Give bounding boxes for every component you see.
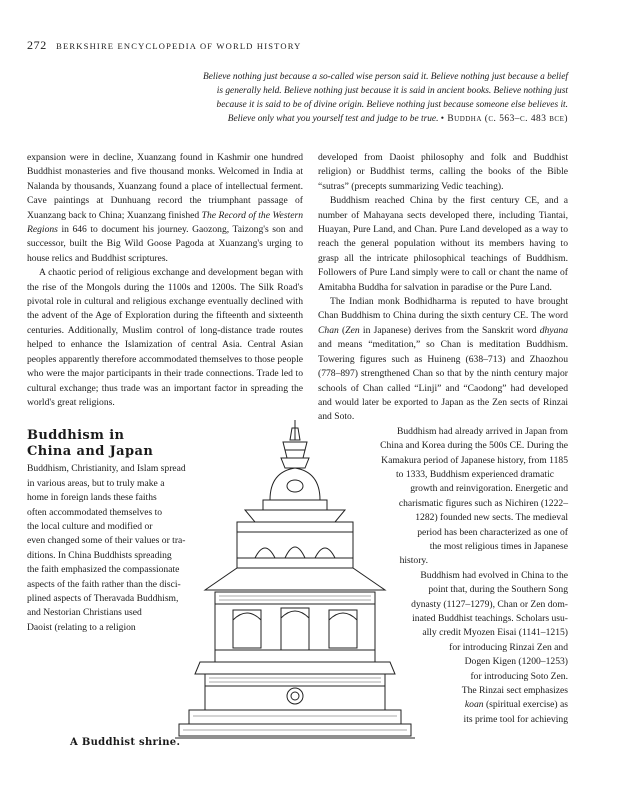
epigraph-attribution: • Buddha (c. 563–c. 483 bce) xyxy=(440,114,568,124)
text-line: its prime tool for achieving xyxy=(463,713,568,725)
stupa-drawing xyxy=(175,420,415,760)
figure-caption: A Buddhist shrine. xyxy=(70,737,181,748)
epigraph-quote-end: Believe only what you yourself test and judge to be true. xyxy=(227,114,439,124)
book-title: The Record of the Western Regions xyxy=(27,209,304,236)
text-run: and means “meditation,” so Chan is meditation Buddhism. Towering figures such as Huineng (638–713) and Zhaozhou (778–897) strengthened Chan so that by the ninth century major schools of Chan called “Linji” and “Caodong” had developed and would later be exported to Japan as the Zen sects of Rinzai and Soto. xyxy=(318,339,568,423)
text-run: (spiritual exercise) as xyxy=(483,699,568,711)
text-line: Buddhism, Christianity, and Islam spread xyxy=(27,463,186,475)
left-paragraph-2: A chaotic period of religious exchange and development began with the rise of the Mongols during the 1100s and 1200s. The Silk Road's pivotal role in cultural and religious exchange eventually declined with the advent of the Age of Exploration during the fifteenth and sixteenth centuries. Additionally, Muslim control of long-distance trade routes helped to enhance the Islamization of central Asia. Central Asian peoples apparently therefore accommodated themselves to those people who were the major participants in their trade connections. Trade led to cultural exchange; thus trade was an important factor in spreading the world's great religions. xyxy=(27,267,303,408)
text-line: and Nestorian Christians used xyxy=(27,607,142,619)
text-line: Dogen Kigen (1200–1253) xyxy=(464,656,568,668)
text-line: even changed some of their values or tra- xyxy=(27,535,186,547)
text-line: the local culture and modified or xyxy=(27,520,153,532)
text-line: for introducing Soto Zen. xyxy=(470,670,568,682)
section-heading-line: Buddhism in xyxy=(27,428,125,444)
text-line: Buddhism had already arrived in Japan from xyxy=(396,425,568,437)
text-line: the faith emphasized the compassionate xyxy=(27,564,180,576)
running-header xyxy=(27,38,301,53)
epigraph xyxy=(148,70,568,126)
text-line: charismatic figures such as Nichiren (1222– xyxy=(398,497,568,509)
text-line: 1282) founded new sects. The medieval xyxy=(415,512,568,524)
epigraph-line: is generally held. Believe nothing just because it is said in ancient books. Believe nothing just xyxy=(216,86,568,96)
text-line: inated Buddhist teachings. Scholars usu- xyxy=(412,613,568,624)
text-line: aspects of the faith rather than the disci- xyxy=(27,578,181,590)
buddhist-shrine-illustration xyxy=(175,420,415,760)
text-line: period has been characterized as one of xyxy=(417,526,568,538)
right-paragraph-1: developed from Daoist philosophy and folk and Buddhist religion) or Buddhist terms, calling the books of the Bible “sutras” (precepts summarizing Vedic teaching). xyxy=(318,152,568,192)
text-line: ditions. In China Buddhists spreading xyxy=(27,549,172,561)
term-koan: koan xyxy=(464,699,484,711)
text-line: point that, during the Southern Song xyxy=(428,584,568,596)
text-line: often accommodated themselves to xyxy=(27,506,163,518)
text-line: Daoist (relating to a religion xyxy=(27,621,136,633)
text-run: in Japanese) derives from the Sanskrit word xyxy=(359,324,540,336)
left-paragraph-1 xyxy=(27,151,303,266)
text-line: in various areas, but to truly make a xyxy=(27,477,165,489)
page-number: 272 xyxy=(27,38,47,52)
text-line: to 1333, Buddhism experienced dramatic xyxy=(396,468,554,480)
text-line: dynasty (1127–1279), Chan or Zen dom- xyxy=(411,598,568,610)
term-dhyana: dhyana xyxy=(539,324,568,336)
text-line: Buddhism had evolved in China to the xyxy=(420,569,568,581)
text-run: ( xyxy=(338,324,346,336)
epigraph-line: because it is said to be of divine origin. Believe nothing just because someone else believes it. xyxy=(216,100,568,110)
text-line: for introducing Rinzai Zen and xyxy=(449,641,568,653)
text-line: ally credit Myozen Eisai (1141–1215) xyxy=(422,627,568,639)
text-line: home in foreign lands these faiths xyxy=(27,492,157,504)
text-run: expansion were in decline, Xuanzang found in Kashmir one hundred Buddhist monasteries and five thousand monks. Welcomed in India at Nalanda by thousands, Xuanzang found a place of intellectual ferment. Cave paintings at Dunhuang record the triumphant passage of Xuanzang back to China; Xuanzang finished xyxy=(27,152,303,221)
text-line: history. xyxy=(399,555,428,567)
right-paragraph-3 xyxy=(318,295,568,425)
text-line: growth and reinvigoration. Energetic and xyxy=(410,483,568,495)
text-run: The Indian monk Bodhidharma is reputed to have brought Chan Buddhism to China during the sixth century CE. The word xyxy=(318,296,568,322)
epigraph-line xyxy=(148,112,568,126)
term-chan: Chan xyxy=(318,324,339,336)
text-line: The Rinzai sect emphasizes xyxy=(461,685,568,697)
term-zen: Zen xyxy=(345,324,360,336)
epigraph-line: Believe nothing just because a so-called wise person said it. Believe nothing just because a belief xyxy=(202,72,568,82)
text-line: Kamakura period of Japanese history, from 1185 xyxy=(381,454,568,466)
running-title: BERKSHIRE ENCYCLOPEDIA OF WORLD HISTORY xyxy=(56,41,302,51)
right-paragraph-2: Buddhism reached China by the first century CE, and a number of Mahayana sects developed there, including Tiantai, Huayan, Pure Land, and Chan. Pure Land developed as a way to reach the general population without its members having to grasp all the intricate philosophical teachings of Buddhism. Followers of Pure Land simply were to call or chant the name of Amitabha Buddha for salvation in paradise or the Pure Land. xyxy=(318,195,568,293)
section-heading-line: China and Japan xyxy=(27,444,154,460)
text-line: plined aspects of Theravada Buddhism, xyxy=(27,592,179,604)
text-run: in 646 to document his journey. Gaozong, Taizong's son and successor, built the Big Wild Goose Pagoda at Xuanzang's urging to house relics and Buddhist scriptures. xyxy=(27,224,303,264)
text-line: China and Korea during the 500s CE. During the xyxy=(380,440,568,452)
text-line: the most religious times in Japanese xyxy=(429,540,568,552)
